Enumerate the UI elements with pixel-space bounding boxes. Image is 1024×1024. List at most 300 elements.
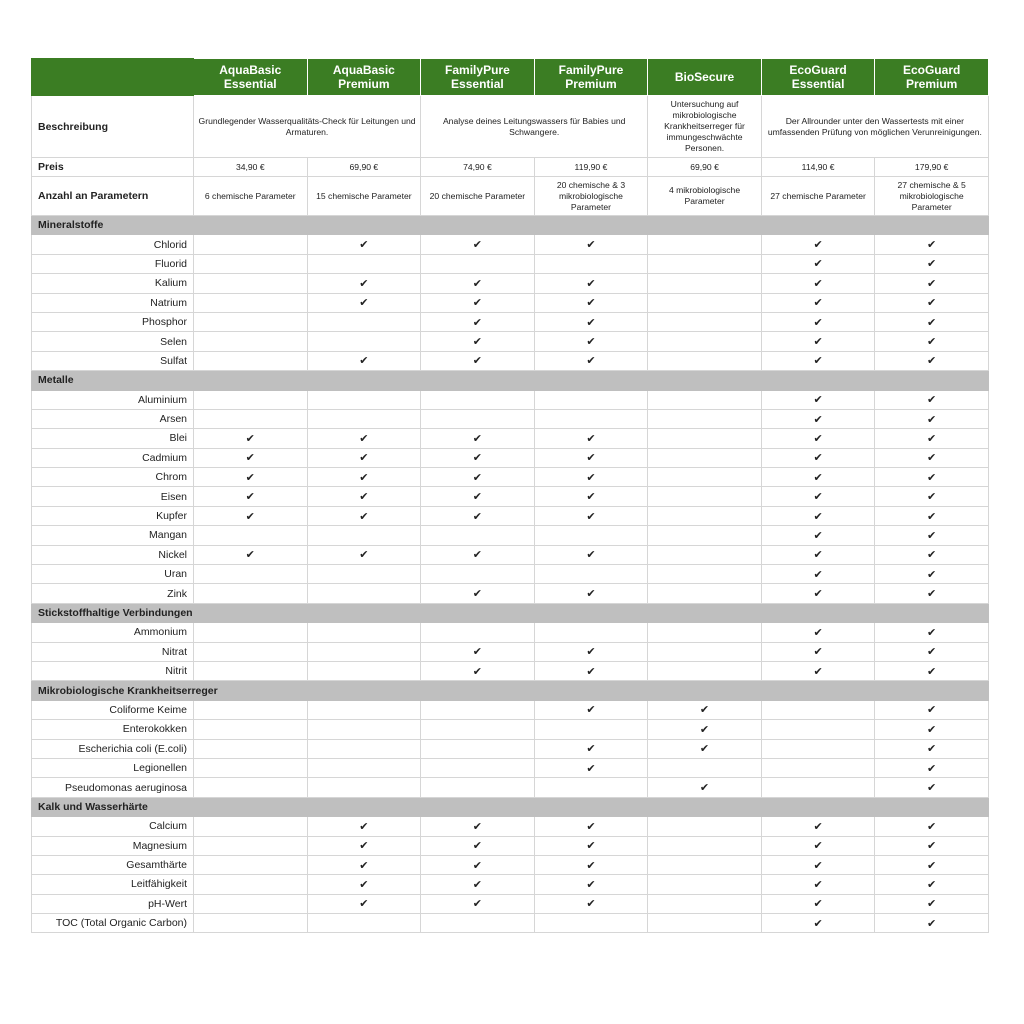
parameter-count-label: Anzahl an Parametern bbox=[32, 177, 194, 216]
empty-cell bbox=[194, 817, 308, 836]
check-icon: ✔ bbox=[534, 429, 648, 448]
check-icon: ✔ bbox=[875, 778, 989, 797]
parameter-name: Nitrat bbox=[32, 642, 194, 661]
product-header-3 bbox=[421, 59, 535, 96]
parameter-count-cell: 6 chemische Parameter bbox=[194, 177, 308, 216]
check-icon: ✔ bbox=[761, 390, 875, 409]
check-icon: ✔ bbox=[875, 506, 989, 525]
empty-cell bbox=[194, 274, 308, 293]
header-corner-cell bbox=[32, 59, 194, 96]
check-icon: ✔ bbox=[534, 332, 648, 351]
empty-cell bbox=[194, 409, 308, 428]
price-cell: 69,90 € bbox=[307, 158, 421, 177]
check-icon: ✔ bbox=[648, 700, 762, 719]
empty-cell bbox=[648, 642, 762, 661]
empty-cell bbox=[307, 661, 421, 680]
empty-cell bbox=[648, 836, 762, 855]
parameter-count-cell: 27 chemische & 5 mikrobiologische Parameter bbox=[875, 177, 989, 216]
check-icon: ✔ bbox=[307, 855, 421, 874]
check-icon: ✔ bbox=[421, 332, 535, 351]
empty-cell bbox=[648, 293, 762, 312]
check-icon: ✔ bbox=[421, 661, 535, 680]
empty-cell bbox=[648, 875, 762, 894]
check-icon: ✔ bbox=[421, 312, 535, 331]
empty-cell bbox=[194, 332, 308, 351]
empty-cell bbox=[648, 758, 762, 777]
check-icon: ✔ bbox=[875, 720, 989, 739]
parameter-count-cell: 20 chemische Parameter bbox=[421, 177, 535, 216]
check-icon: ✔ bbox=[875, 661, 989, 680]
empty-cell bbox=[307, 584, 421, 603]
empty-cell bbox=[648, 526, 762, 545]
parameter-name: Legionellen bbox=[32, 758, 194, 777]
check-icon: ✔ bbox=[421, 448, 535, 467]
check-icon: ✔ bbox=[307, 487, 421, 506]
empty-cell bbox=[648, 409, 762, 428]
check-icon: ✔ bbox=[534, 293, 648, 312]
empty-cell bbox=[761, 700, 875, 719]
check-icon: ✔ bbox=[307, 836, 421, 855]
check-icon: ✔ bbox=[534, 448, 648, 467]
check-icon: ✔ bbox=[761, 448, 875, 467]
empty-cell bbox=[194, 778, 308, 797]
empty-cell bbox=[648, 914, 762, 933]
table-row bbox=[32, 429, 989, 448]
parameter-name: Fluorid bbox=[32, 254, 194, 273]
parameter-name: Ammonium bbox=[32, 623, 194, 642]
check-icon: ✔ bbox=[875, 448, 989, 467]
parameter-name: TOC (Total Organic Carbon) bbox=[32, 914, 194, 933]
check-icon: ✔ bbox=[534, 235, 648, 254]
table-row bbox=[32, 448, 989, 467]
parameter-name: Kalium bbox=[32, 274, 194, 293]
check-icon: ✔ bbox=[761, 836, 875, 855]
table-row bbox=[32, 506, 989, 525]
check-icon: ✔ bbox=[534, 700, 648, 719]
table-row bbox=[32, 545, 989, 564]
empty-cell bbox=[307, 720, 421, 739]
check-icon: ✔ bbox=[761, 914, 875, 933]
empty-cell bbox=[307, 623, 421, 642]
check-icon: ✔ bbox=[307, 894, 421, 913]
parameter-name: Cadmium bbox=[32, 448, 194, 467]
empty-cell bbox=[307, 254, 421, 273]
parameter-name: Escherichia coli (E.coli) bbox=[32, 739, 194, 758]
check-icon: ✔ bbox=[421, 487, 535, 506]
section-title: Mikrobiologische Krankheitserreger bbox=[32, 681, 989, 700]
section-title: Metalle bbox=[32, 371, 989, 390]
check-icon: ✔ bbox=[194, 448, 308, 467]
table-row bbox=[32, 661, 989, 680]
empty-cell bbox=[534, 565, 648, 584]
table-row bbox=[32, 855, 989, 874]
check-icon: ✔ bbox=[307, 506, 421, 525]
check-icon: ✔ bbox=[875, 293, 989, 312]
check-icon: ✔ bbox=[875, 409, 989, 428]
check-icon: ✔ bbox=[307, 235, 421, 254]
check-icon: ✔ bbox=[875, 429, 989, 448]
parameter-name: Kupfer bbox=[32, 506, 194, 525]
product-name: EcoGuard Premium bbox=[902, 63, 961, 91]
table-row bbox=[32, 274, 989, 293]
parameter-name: Natrium bbox=[32, 293, 194, 312]
empty-cell bbox=[194, 700, 308, 719]
section-header-row bbox=[32, 797, 989, 816]
empty-cell bbox=[307, 526, 421, 545]
section-title: Mineralstoffe bbox=[32, 216, 989, 235]
check-icon: ✔ bbox=[761, 235, 875, 254]
empty-cell bbox=[194, 390, 308, 409]
empty-cell bbox=[534, 778, 648, 797]
check-icon: ✔ bbox=[761, 584, 875, 603]
empty-cell bbox=[307, 642, 421, 661]
table-row bbox=[32, 623, 989, 642]
empty-cell bbox=[194, 235, 308, 254]
parameter-name: Eisen bbox=[32, 487, 194, 506]
check-icon: ✔ bbox=[534, 817, 648, 836]
product-header-7 bbox=[875, 59, 989, 96]
check-icon: ✔ bbox=[648, 778, 762, 797]
parameter-name: Leitfähigkeit bbox=[32, 875, 194, 894]
parameter-name: Selen bbox=[32, 332, 194, 351]
check-icon: ✔ bbox=[761, 623, 875, 642]
check-icon: ✔ bbox=[307, 448, 421, 467]
check-icon: ✔ bbox=[875, 875, 989, 894]
empty-cell bbox=[307, 565, 421, 584]
empty-cell bbox=[534, 623, 648, 642]
check-icon: ✔ bbox=[421, 274, 535, 293]
empty-cell bbox=[648, 584, 762, 603]
price-cell: 179,90 € bbox=[875, 158, 989, 177]
check-icon: ✔ bbox=[534, 506, 648, 525]
empty-cell bbox=[307, 758, 421, 777]
parameter-name: Mangan bbox=[32, 526, 194, 545]
check-icon: ✔ bbox=[421, 429, 535, 448]
empty-cell bbox=[307, 778, 421, 797]
parameter-name: Gesamthärte bbox=[32, 855, 194, 874]
check-icon: ✔ bbox=[875, 390, 989, 409]
empty-cell bbox=[421, 390, 535, 409]
table-row bbox=[32, 526, 989, 545]
comparison-table-container bbox=[31, 58, 988, 933]
check-icon: ✔ bbox=[875, 914, 989, 933]
empty-cell bbox=[421, 254, 535, 273]
table-row bbox=[32, 312, 989, 331]
parameter-count-cell: 15 chemische Parameter bbox=[307, 177, 421, 216]
empty-cell bbox=[534, 914, 648, 933]
parameter-name: Coliforme Keime bbox=[32, 700, 194, 719]
check-icon: ✔ bbox=[761, 332, 875, 351]
product-name: AquaBasic Essential bbox=[219, 63, 282, 91]
check-icon: ✔ bbox=[875, 274, 989, 293]
check-icon: ✔ bbox=[421, 545, 535, 564]
check-icon: ✔ bbox=[761, 409, 875, 428]
empty-cell bbox=[307, 390, 421, 409]
empty-cell bbox=[534, 720, 648, 739]
check-icon: ✔ bbox=[534, 836, 648, 855]
empty-cell bbox=[648, 506, 762, 525]
check-icon: ✔ bbox=[194, 545, 308, 564]
price-cell: 74,90 € bbox=[421, 158, 535, 177]
check-icon: ✔ bbox=[534, 875, 648, 894]
product-header-2 bbox=[307, 59, 421, 96]
empty-cell bbox=[648, 235, 762, 254]
check-icon: ✔ bbox=[761, 661, 875, 680]
check-icon: ✔ bbox=[194, 468, 308, 487]
table-row bbox=[32, 235, 989, 254]
check-icon: ✔ bbox=[307, 545, 421, 564]
description-cell: Der Allrounder unter den Wassertests mit einer umfassenden Prüfung von möglichen Verunreinigungen. bbox=[761, 96, 988, 158]
check-icon: ✔ bbox=[875, 623, 989, 642]
empty-cell bbox=[194, 914, 308, 933]
check-icon: ✔ bbox=[875, 817, 989, 836]
check-icon: ✔ bbox=[307, 293, 421, 312]
check-icon: ✔ bbox=[648, 739, 762, 758]
check-icon: ✔ bbox=[761, 565, 875, 584]
empty-cell bbox=[194, 584, 308, 603]
table-row bbox=[32, 817, 989, 836]
empty-cell bbox=[194, 661, 308, 680]
parameter-name: Sulfat bbox=[32, 351, 194, 370]
empty-cell bbox=[534, 390, 648, 409]
check-icon: ✔ bbox=[875, 526, 989, 545]
empty-cell bbox=[307, 914, 421, 933]
empty-cell bbox=[421, 914, 535, 933]
check-icon: ✔ bbox=[761, 526, 875, 545]
empty-cell bbox=[194, 351, 308, 370]
parameter-name: Calcium bbox=[32, 817, 194, 836]
empty-cell bbox=[194, 739, 308, 758]
table-row bbox=[32, 914, 989, 933]
check-icon: ✔ bbox=[534, 351, 648, 370]
price-label: Preis bbox=[32, 158, 194, 177]
parameter-name: Nitrit bbox=[32, 661, 194, 680]
check-icon: ✔ bbox=[534, 312, 648, 331]
description-row bbox=[32, 96, 989, 158]
empty-cell bbox=[421, 720, 535, 739]
empty-cell bbox=[648, 332, 762, 351]
empty-cell bbox=[421, 526, 535, 545]
empty-cell bbox=[648, 351, 762, 370]
product-name: FamilyPure Premium bbox=[558, 63, 624, 91]
empty-cell bbox=[307, 409, 421, 428]
parameter-count-cell: 27 chemische Parameter bbox=[761, 177, 875, 216]
check-icon: ✔ bbox=[307, 817, 421, 836]
check-icon: ✔ bbox=[307, 351, 421, 370]
check-icon: ✔ bbox=[534, 584, 648, 603]
empty-cell bbox=[194, 720, 308, 739]
check-icon: ✔ bbox=[875, 836, 989, 855]
empty-cell bbox=[194, 312, 308, 331]
parameter-count-row bbox=[32, 177, 989, 216]
price-cell: 34,90 € bbox=[194, 158, 308, 177]
empty-cell bbox=[648, 487, 762, 506]
empty-cell bbox=[648, 448, 762, 467]
check-icon: ✔ bbox=[648, 720, 762, 739]
parameter-name: Enterokokken bbox=[32, 720, 194, 739]
check-icon: ✔ bbox=[421, 351, 535, 370]
empty-cell bbox=[648, 274, 762, 293]
empty-cell bbox=[761, 720, 875, 739]
parameter-count-cell: 4 mikrobiologische Parameter bbox=[648, 177, 762, 216]
check-icon: ✔ bbox=[761, 894, 875, 913]
table-row bbox=[32, 642, 989, 661]
check-icon: ✔ bbox=[875, 487, 989, 506]
empty-cell bbox=[648, 894, 762, 913]
check-icon: ✔ bbox=[534, 855, 648, 874]
parameter-count-cell: 20 chemische & 3 mikrobiologische Parameter bbox=[534, 177, 648, 216]
product-name: FamilyPure Essential bbox=[445, 63, 510, 91]
section-header-row bbox=[32, 603, 989, 622]
table-row bbox=[32, 758, 989, 777]
section-header-row bbox=[32, 216, 989, 235]
check-icon: ✔ bbox=[194, 506, 308, 525]
empty-cell bbox=[421, 565, 535, 584]
section-header-row bbox=[32, 371, 989, 390]
check-icon: ✔ bbox=[534, 468, 648, 487]
check-icon: ✔ bbox=[875, 894, 989, 913]
check-icon: ✔ bbox=[761, 487, 875, 506]
check-icon: ✔ bbox=[534, 487, 648, 506]
empty-cell bbox=[421, 758, 535, 777]
product-name: BioSecure bbox=[674, 70, 735, 84]
empty-cell bbox=[421, 778, 535, 797]
table-row bbox=[32, 584, 989, 603]
price-cell: 119,90 € bbox=[534, 158, 648, 177]
table-row bbox=[32, 875, 989, 894]
parameter-name: Phosphor bbox=[32, 312, 194, 331]
product-header-6 bbox=[761, 59, 875, 96]
empty-cell bbox=[307, 312, 421, 331]
empty-cell bbox=[421, 409, 535, 428]
empty-cell bbox=[648, 390, 762, 409]
empty-cell bbox=[761, 758, 875, 777]
product-name: EcoGuard Essential bbox=[789, 63, 847, 91]
empty-cell bbox=[534, 254, 648, 273]
check-icon: ✔ bbox=[761, 429, 875, 448]
parameter-name: Blei bbox=[32, 429, 194, 448]
table-row bbox=[32, 254, 989, 273]
table-row bbox=[32, 720, 989, 739]
parameter-name: Chrom bbox=[32, 468, 194, 487]
check-icon: ✔ bbox=[875, 584, 989, 603]
check-icon: ✔ bbox=[421, 235, 535, 254]
empty-cell bbox=[194, 565, 308, 584]
check-icon: ✔ bbox=[875, 351, 989, 370]
empty-cell bbox=[648, 545, 762, 564]
check-icon: ✔ bbox=[875, 642, 989, 661]
table-row bbox=[32, 332, 989, 351]
empty-cell bbox=[194, 642, 308, 661]
check-icon: ✔ bbox=[761, 351, 875, 370]
check-icon: ✔ bbox=[534, 894, 648, 913]
check-icon: ✔ bbox=[421, 293, 535, 312]
parameter-name: Uran bbox=[32, 565, 194, 584]
table-row bbox=[32, 293, 989, 312]
check-icon: ✔ bbox=[875, 700, 989, 719]
check-icon: ✔ bbox=[421, 642, 535, 661]
check-icon: ✔ bbox=[761, 274, 875, 293]
product-header-1 bbox=[194, 59, 308, 96]
table-row bbox=[32, 836, 989, 855]
table-row bbox=[32, 700, 989, 719]
table-row bbox=[32, 565, 989, 584]
check-icon: ✔ bbox=[761, 312, 875, 331]
check-icon: ✔ bbox=[875, 235, 989, 254]
check-icon: ✔ bbox=[194, 429, 308, 448]
empty-cell bbox=[421, 700, 535, 719]
water-test-comparison-table bbox=[31, 58, 989, 933]
empty-cell bbox=[761, 739, 875, 758]
table-row bbox=[32, 739, 989, 758]
table-row bbox=[32, 390, 989, 409]
parameter-name: Aluminium bbox=[32, 390, 194, 409]
empty-cell bbox=[194, 836, 308, 855]
description-label: Beschreibung bbox=[32, 96, 194, 158]
description-cell: Untersuchung auf mikrobiologische Krankheitserreger für immungeschwächte Personen. bbox=[648, 96, 762, 158]
check-icon: ✔ bbox=[761, 254, 875, 273]
check-icon: ✔ bbox=[875, 332, 989, 351]
parameter-name: Zink bbox=[32, 584, 194, 603]
parameter-name: Arsen bbox=[32, 409, 194, 428]
check-icon: ✔ bbox=[761, 506, 875, 525]
check-icon: ✔ bbox=[875, 739, 989, 758]
check-icon: ✔ bbox=[421, 855, 535, 874]
check-icon: ✔ bbox=[421, 875, 535, 894]
check-icon: ✔ bbox=[875, 312, 989, 331]
check-icon: ✔ bbox=[534, 545, 648, 564]
empty-cell bbox=[194, 293, 308, 312]
check-icon: ✔ bbox=[307, 429, 421, 448]
section-title: Kalk und Wasserhärte bbox=[32, 797, 989, 816]
empty-cell bbox=[194, 758, 308, 777]
check-icon: ✔ bbox=[875, 545, 989, 564]
check-icon: ✔ bbox=[421, 468, 535, 487]
product-header-row bbox=[32, 59, 989, 96]
check-icon: ✔ bbox=[534, 739, 648, 758]
empty-cell bbox=[194, 855, 308, 874]
empty-cell bbox=[648, 661, 762, 680]
check-icon: ✔ bbox=[875, 254, 989, 273]
check-icon: ✔ bbox=[761, 855, 875, 874]
empty-cell bbox=[648, 312, 762, 331]
description-cell: Grundlegender Wasserqualitäts-Check für Leitungen und Armaturen. bbox=[194, 96, 421, 158]
check-icon: ✔ bbox=[761, 468, 875, 487]
empty-cell bbox=[761, 778, 875, 797]
empty-cell bbox=[648, 254, 762, 273]
empty-cell bbox=[307, 700, 421, 719]
check-icon: ✔ bbox=[875, 565, 989, 584]
check-icon: ✔ bbox=[534, 758, 648, 777]
check-icon: ✔ bbox=[534, 274, 648, 293]
empty-cell bbox=[648, 623, 762, 642]
table-row bbox=[32, 487, 989, 506]
table-row bbox=[32, 894, 989, 913]
check-icon: ✔ bbox=[761, 817, 875, 836]
parameter-name: Nickel bbox=[32, 545, 194, 564]
empty-cell bbox=[421, 739, 535, 758]
price-cell: 69,90 € bbox=[648, 158, 762, 177]
price-cell: 114,90 € bbox=[761, 158, 875, 177]
check-icon: ✔ bbox=[307, 875, 421, 894]
empty-cell bbox=[421, 623, 535, 642]
check-icon: ✔ bbox=[307, 468, 421, 487]
check-icon: ✔ bbox=[761, 545, 875, 564]
table-row bbox=[32, 409, 989, 428]
check-icon: ✔ bbox=[761, 875, 875, 894]
check-icon: ✔ bbox=[761, 642, 875, 661]
empty-cell bbox=[194, 875, 308, 894]
